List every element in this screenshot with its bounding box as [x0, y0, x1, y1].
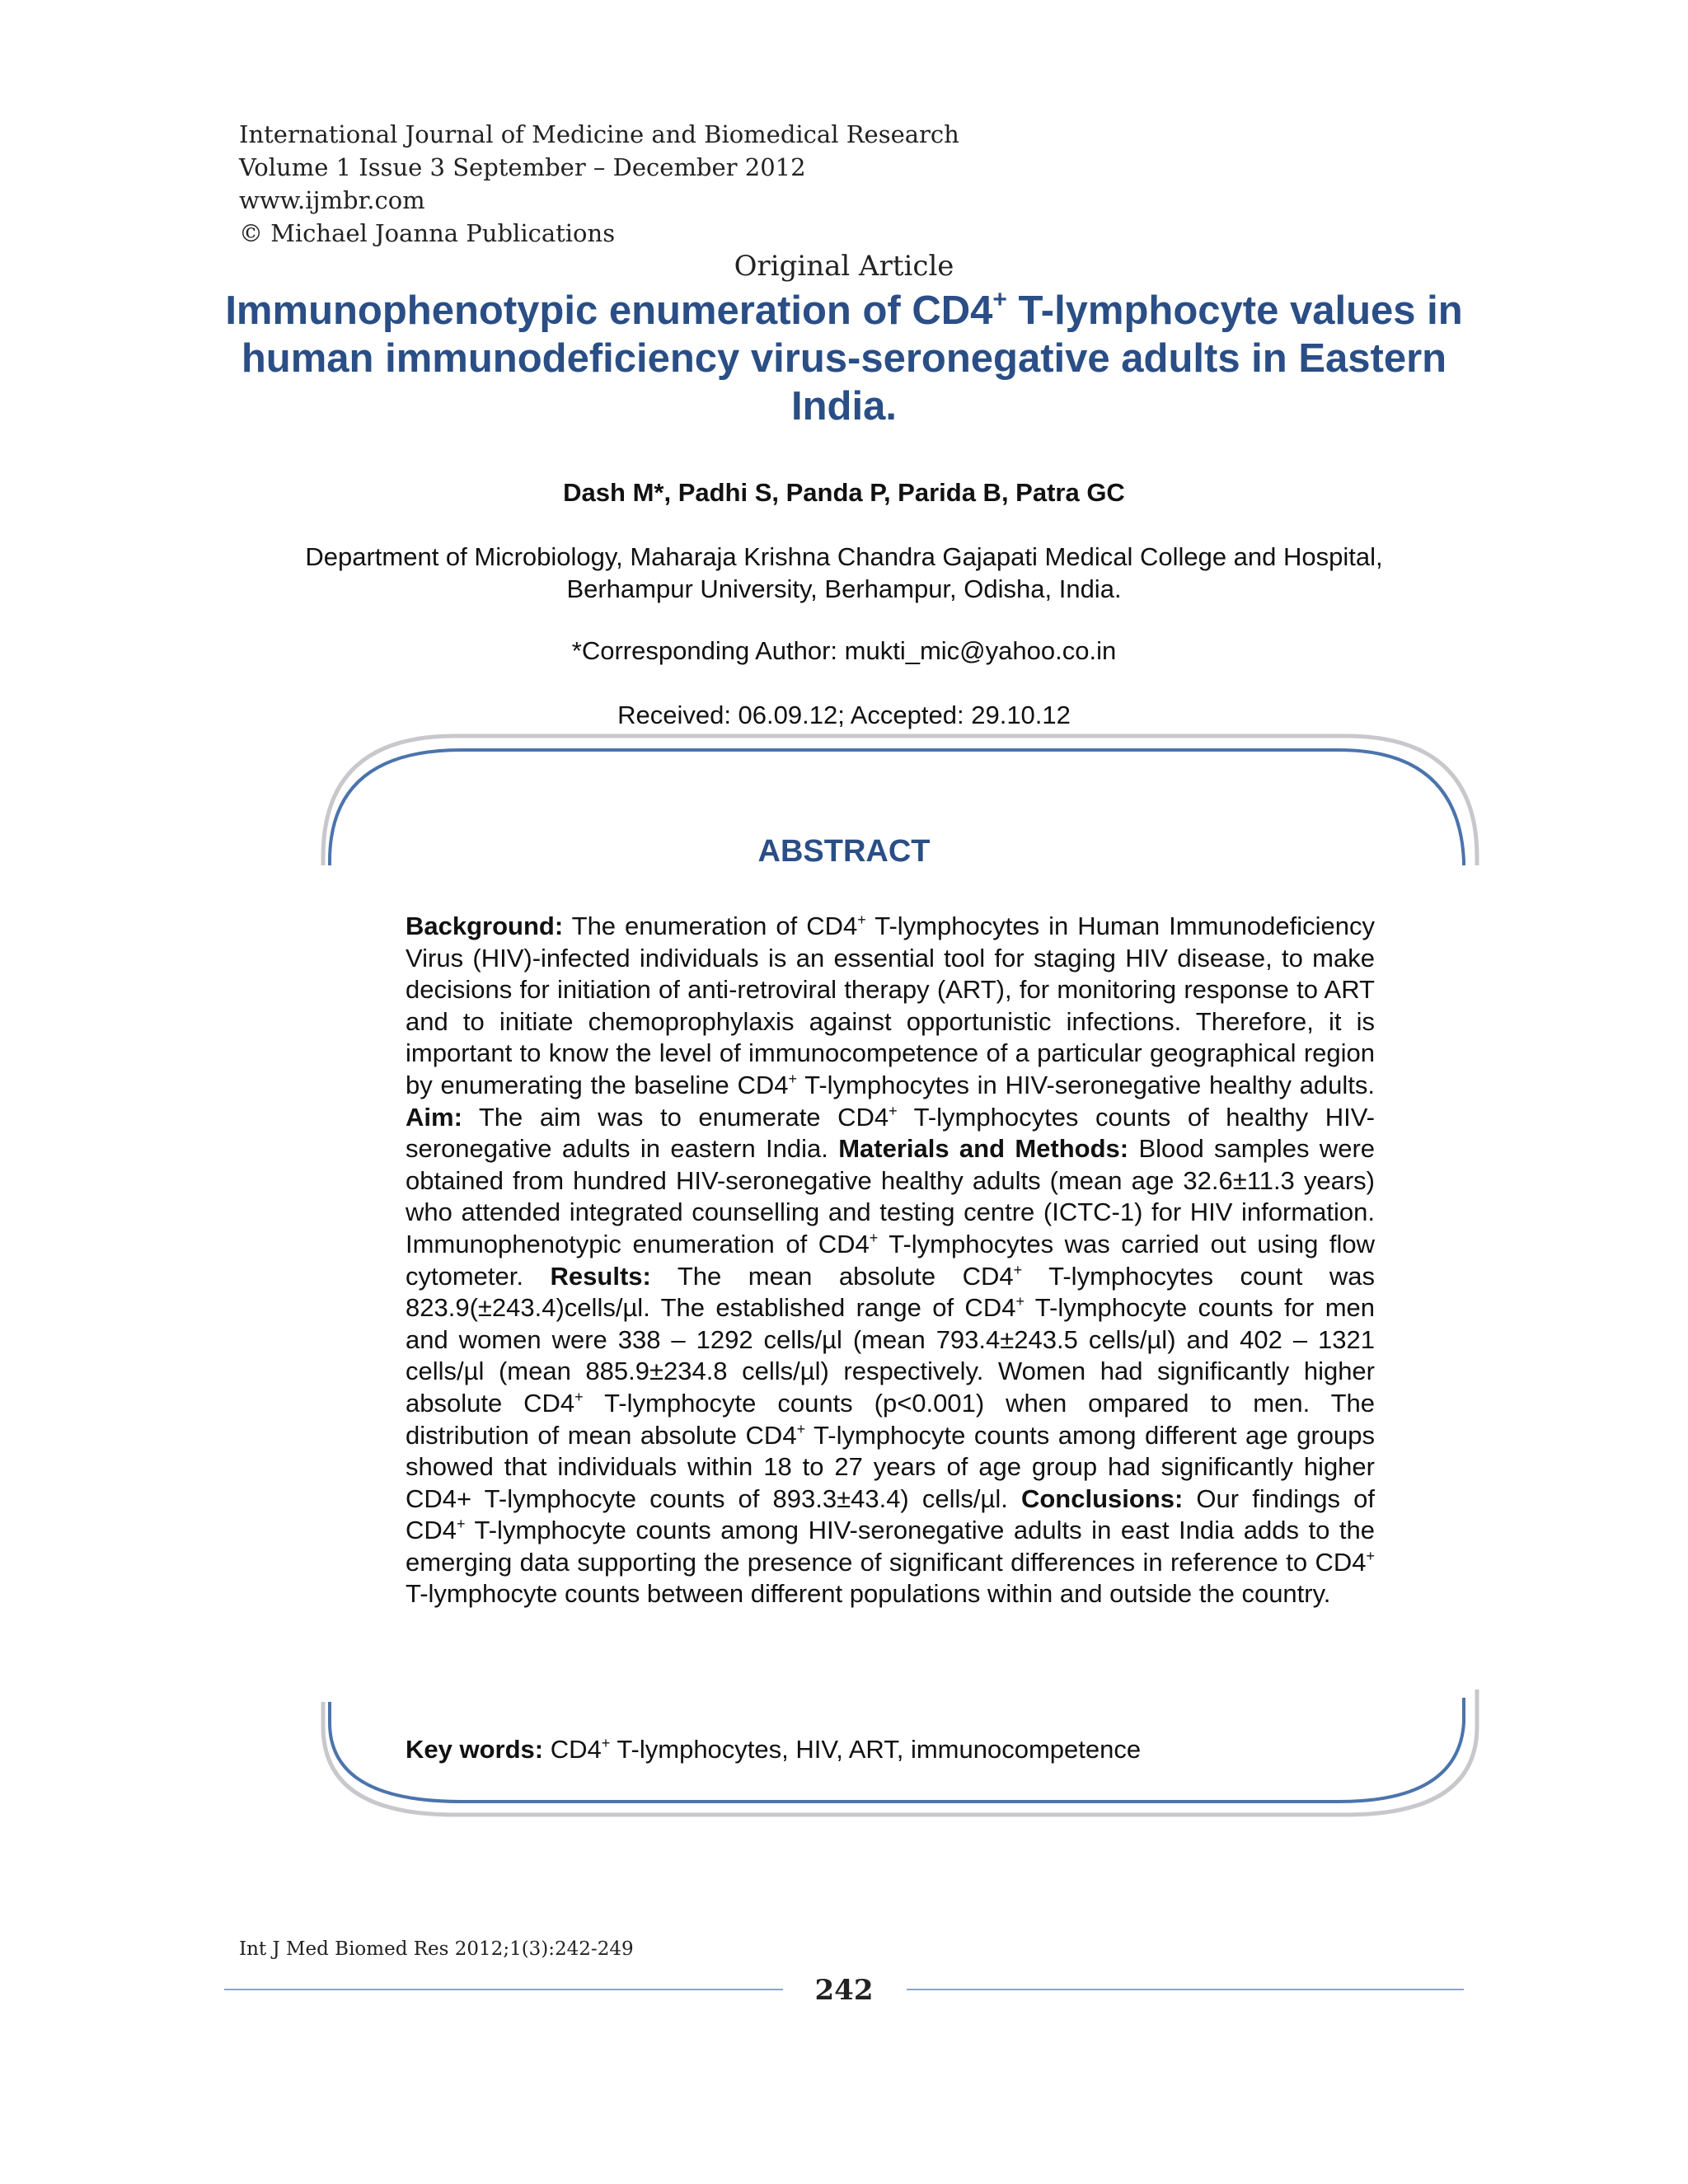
keywords-text-1: CD4 [543, 1735, 602, 1764]
conclusions-text-1: Our findings of CD4 [406, 1483, 1376, 1545]
results-label: Results: [550, 1261, 651, 1291]
superscript-plus: + [889, 1102, 898, 1119]
background-text-1: The enumeration of CD4 [563, 912, 858, 940]
title-part-2: T-lymphocyte values in human immunodeficiency virus-seronegative adults in Eastern India. [241, 288, 1463, 429]
superscript-plus: + [457, 1516, 466, 1533]
methods-text-1: Blood samples were obtained from hundred HIV-seronegative healthy adults (mean age 32.6±11.3 years) who attended integrated counselling and testing centre (ICTC-1) for HIV information. Immunophenotypic enumeration of CD4 [406, 1134, 1376, 1258]
conclusions-text-2: T-lymphocyte counts among HIV-seronegative adults in east India adds to the emerging data supporting the presence of significant differences in reference to CD4 [406, 1516, 1375, 1577]
superscript-plus: + [1015, 1293, 1025, 1310]
keywords-label: Key words: [406, 1735, 544, 1764]
superscript-plus: + [857, 912, 866, 928]
authors: Dash M*, Padhi S, Panda P, Parida B, Patra GC [563, 478, 1125, 507]
keywords-text-2: T-lymphocytes, HIV, ART, immunocompetence [610, 1735, 1142, 1764]
corresponding-author[interactable]: *Corresponding Author: mukti_mic@yahoo.co.in [571, 636, 1117, 665]
journal-issue: Volume 1 Issue 3 September – December 2012 [239, 153, 806, 181]
received-accepted-dates: Received: 06.09.12; Accepted: 29.10.12 [617, 701, 1071, 729]
article-type: Original Article [734, 250, 954, 283]
background-text-3: T-lymphocytes in HIV-seronegative healthy adults. [796, 1070, 1375, 1099]
conclusions-label: Conclusions: [1020, 1483, 1184, 1513]
superscript-plus: + [574, 1388, 584, 1405]
superscript-plus: + [869, 1229, 879, 1246]
title-part-1: Immunophenotypic enumeration of CD4 [225, 288, 993, 333]
abstract-body [406, 911, 1375, 1610]
conclusions-text-3: T-lymphocyte counts between different populations within and outside the country. [406, 1579, 1331, 1609]
abstract-heading: ABSTRACT [757, 834, 931, 869]
results-text-2: T-lymphocytes count was 823.9(±243.4)cells/µl. The established range of CD4 [406, 1261, 1376, 1323]
superscript-plus: + [601, 1735, 611, 1751]
results-text-4: T-lymphocyte counts (p<0.001) when ompared to men. The distribution of mean absolute CD4 [406, 1388, 1375, 1450]
footer-citation: Int J Med Biomed Res 2012;1(3):242-249 [239, 1938, 634, 1960]
aim-text-2: T-lymphocytes counts of healthy HIV-seronegative adults in eastern India. [406, 1102, 1376, 1164]
affiliation-line-2: Berhampur University, Berhampur, Odisha, India. [566, 574, 1122, 603]
journal-publisher: © Michael Joanna Publications [239, 219, 616, 247]
background-label: Background: [406, 912, 564, 940]
superscript-plus: + [1013, 1261, 1023, 1278]
superscript-plus: + [1366, 1547, 1375, 1564]
results-text-1: The mean absolute CD4 [650, 1261, 1014, 1291]
journal-website[interactable]: www.ijmbr.com [239, 186, 425, 214]
title-superscript: + [992, 286, 1007, 313]
results-text-3: T-lymphocyte counts for men and women were 338 – 1292 cells/µl (mean 793.4±243.5 cells/µl) and 402 – 1321 cells/µl (mean 885.9±234.8 cells/µl) respectively. Women had significantly higher absolute CD4 [406, 1293, 1375, 1418]
superscript-plus: + [796, 1420, 806, 1437]
methods-label: Materials and Methods: [838, 1134, 1129, 1164]
journal-name: International Journal of Medicine and Biomedical Research [239, 120, 959, 148]
keywords [406, 1735, 1375, 1765]
background-text-2: T-lymphocytes in Human Immunodeficiency Virus (HIV)-infected individuals is an essential tool for staging HIV disease, to make decisions for initiation of anti-retroviral therapy (ART), for monitoring response to ART and to initiate chemoprophylaxis against opportunistic infections. Therefore, it is important to know the level of immunocompetence of a particular geographical region by enumerating the baseline CD4 [406, 912, 1375, 1099]
aim-text-1: The aim was to enumerate CD4 [462, 1102, 889, 1132]
affiliation-line-1: Department of Microbiology, Maharaja Krishna Chandra Gajapati Medical College and Hospital, [305, 542, 1383, 571]
methods-text-2: T-lymphocytes was carried out using flow cytometer. [406, 1229, 1375, 1291]
superscript-plus: + [788, 1070, 797, 1087]
page-number: 242 [814, 1974, 874, 2007]
results-text-5: T-lymphocyte counts among different age groups showed that individuals within 18 to 27 years of age group had significantly higher CD4+ T-lymphocyte counts of 893.3±43.4) cells/µl. [406, 1420, 1375, 1513]
aim-label: Aim: [406, 1102, 462, 1132]
